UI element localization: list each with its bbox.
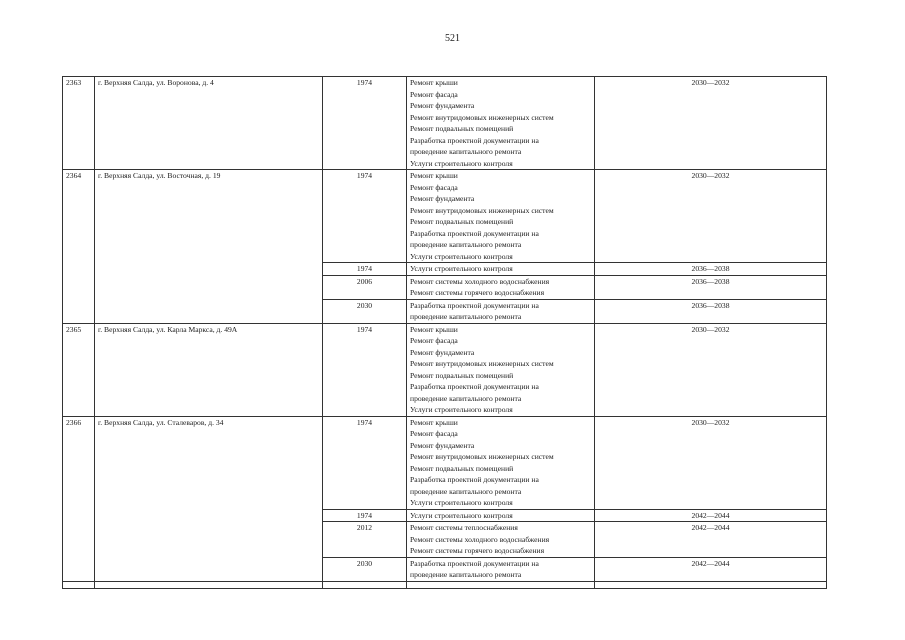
work-item: Ремонт фундамента <box>410 440 475 450</box>
empty-cell <box>595 581 827 588</box>
repair-period: 2030—2032 <box>595 170 827 263</box>
work-item: Услуги строительного контроля <box>410 264 513 273</box>
record-address: г. Верхняя Салда, ул. Сталеваров, д. 34 <box>95 416 323 581</box>
work-item: Ремонт внутридомовых инженерных систем <box>410 112 554 122</box>
commission-year: 2012 <box>323 522 407 558</box>
work-item: Ремонт подвальных помещений <box>410 370 514 380</box>
work-item: Разработка проектной документации на <box>410 475 539 484</box>
work-item: Ремонт крыши <box>410 78 458 87</box>
commission-year: 1974 <box>323 416 407 509</box>
record-address: г. Верхняя Салда, ул. Воронова, д. 4 <box>95 77 323 170</box>
table-row <box>63 77 827 170</box>
repair-period: 2030—2032 <box>595 416 827 509</box>
empty-cell <box>95 581 323 588</box>
repair-period: 2036—2038 <box>595 275 827 299</box>
work-item: Ремонт фасада <box>410 89 458 99</box>
work-item: Ремонт фасада <box>410 336 458 345</box>
table-row <box>63 416 827 509</box>
work-item: Ремонт крыши <box>410 324 458 334</box>
work-item: Ремонт системы горячего водоснабжения <box>410 546 545 555</box>
work-item: Ремонт подвальных помещений <box>410 217 514 226</box>
work-item: Ремонт подвальных помещений <box>410 463 514 473</box>
record-number: 2365 <box>63 323 95 416</box>
empty-cell <box>323 581 407 588</box>
work-item: Разработка проектной документации на <box>410 228 539 238</box>
work-list <box>407 416 595 509</box>
work-item: Ремонт системы теплоснабжения <box>410 523 518 532</box>
table-row <box>63 170 827 263</box>
repair-period: 2042—2044 <box>595 557 827 581</box>
work-list <box>407 275 595 299</box>
work-list <box>407 522 595 558</box>
work-list <box>407 263 595 276</box>
work-item: Ремонт фасада <box>410 429 458 438</box>
work-item: Ремонт внутридомовых инженерных систем <box>410 452 554 461</box>
work-item: Ремонт внутридомовых инженерных систем <box>410 205 554 215</box>
commission-year: 1974 <box>323 263 407 276</box>
work-item: Разработка проектной документации на <box>410 382 539 391</box>
commission-year: 1974 <box>323 509 407 522</box>
work-item: Ремонт системы холодного водоснабжения <box>410 276 550 286</box>
record-number: 2363 <box>63 77 95 170</box>
work-item: Услуги строительного контроля <box>410 498 513 507</box>
repair-period: 2042—2044 <box>595 522 827 558</box>
work-item: Ремонт системы горячего водоснабжения <box>410 288 545 297</box>
work-item: проведение капитального ремонта <box>410 393 522 403</box>
work-item: Разработка проектной документации на <box>410 300 539 310</box>
work-item: Ремонт крыши <box>410 171 458 180</box>
work-list <box>407 170 595 263</box>
work-list <box>407 299 595 323</box>
commission-year: 2030 <box>323 299 407 323</box>
work-item: Ремонт фундамента <box>410 194 475 203</box>
work-item: Услуги строительного контроля <box>410 510 513 520</box>
table-body <box>63 77 827 589</box>
table-bottom-strip <box>63 581 827 588</box>
repair-period: 2042—2044 <box>595 509 827 522</box>
commission-year: 1974 <box>323 323 407 416</box>
record-number: 2364 <box>63 170 95 324</box>
record-address: г. Верхняя Салда, ул. Восточная, д. 19 <box>95 170 323 324</box>
work-item: Услуги строительного контроля <box>410 405 513 414</box>
commission-year: 1974 <box>323 77 407 170</box>
empty-cell <box>407 581 595 588</box>
repair-period: 2030—2032 <box>595 77 827 170</box>
work-item: Услуги строительного контроля <box>410 158 513 168</box>
empty-cell <box>63 581 95 588</box>
work-item: Ремонт фундамента <box>410 101 475 110</box>
work-list <box>407 77 595 170</box>
record-number: 2366 <box>63 416 95 581</box>
repair-period: 2030—2032 <box>595 323 827 416</box>
work-item: проведение капитального ремонта <box>410 570 522 579</box>
work-item: проведение капитального ремонта <box>410 147 522 156</box>
work-item: Ремонт фундамента <box>410 347 475 357</box>
repair-period: 2036—2038 <box>595 299 827 323</box>
work-list <box>407 557 595 581</box>
work-item: Ремонт внутридомовых инженерных систем <box>410 359 554 368</box>
work-item: проведение капитального ремонта <box>410 240 522 249</box>
work-list <box>407 323 595 416</box>
work-item: проведение капитального ремонта <box>410 312 522 321</box>
record-address: г. Верхняя Салда, ул. Карла Маркса, д. 49А <box>95 323 323 416</box>
work-item: Ремонт крыши <box>410 417 458 427</box>
work-list <box>407 509 595 522</box>
table-row <box>63 323 827 416</box>
work-item: Разработка проектной документации на <box>410 558 539 568</box>
page-number: 521 <box>445 33 460 44</box>
commission-year: 2030 <box>323 557 407 581</box>
repair-period: 2036—2038 <box>595 263 827 276</box>
work-item: проведение капитального ремонта <box>410 486 522 496</box>
commission-year: 2006 <box>323 275 407 299</box>
work-item: Разработка проектной документации на <box>410 135 539 145</box>
commission-year: 1974 <box>323 170 407 263</box>
work-item: Услуги строительного контроля <box>410 251 513 261</box>
capital-repair-table <box>62 76 827 589</box>
work-item: Ремонт фасада <box>410 182 458 192</box>
work-item: Ремонт системы холодного водоснабжения <box>410 534 550 544</box>
work-item: Ремонт подвальных помещений <box>410 124 514 133</box>
